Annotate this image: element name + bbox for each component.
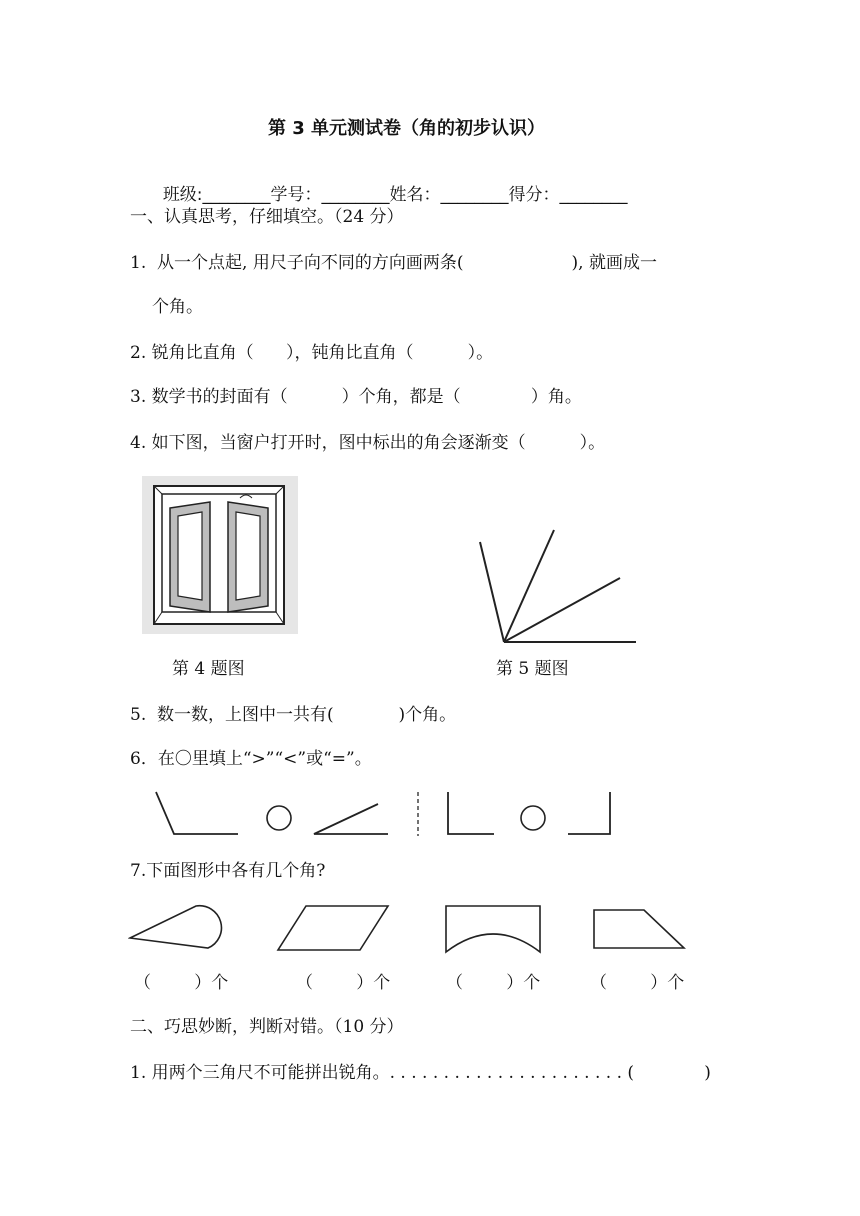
question-4: 4. 如下图，当窗户打开时，图中标出的角会逐渐变（ ）。 <box>130 433 606 453</box>
section2-question-1: 1. 用两个三角尺不可能拼出锐角。. . . . . . . . . . . . . . . . . . . . . . ( ) <box>130 1063 711 1083</box>
figure-4-caption: 第 4 题图 <box>172 659 245 679</box>
section1-heading: 一、认真思考，仔细填空。（24 分） <box>130 207 404 227</box>
window-figure <box>140 474 300 636</box>
student-id-blank: ________ <box>321 185 390 205</box>
q7-answer-4: （ ）个 <box>590 973 685 993</box>
shape-parallelogram <box>276 904 392 954</box>
question-3: 3. 数学书的封面有（ ）个角，都是（ ）角。 <box>130 387 582 407</box>
question-1-line1: 1. 从一个点起, 用尺子向不同的方向画两条( ), 就画成一 <box>130 253 657 273</box>
class-blank: ________ <box>202 185 271 205</box>
q7-answer-1: （ ）个 <box>134 973 229 993</box>
student-id-label: 学号： <box>270 185 322 205</box>
shape-trapezoid <box>592 908 688 954</box>
question-1-line2: 个角。 <box>152 297 203 317</box>
score-label: 得分： <box>508 185 560 205</box>
question-7: 7.下面图形中各有几个角? <box>130 861 326 881</box>
page-title: 第 3 单元测试卷（角的初步认识） <box>268 118 546 139</box>
shape-arc-rectangle <box>444 904 544 956</box>
rays-angle-figure <box>470 526 642 648</box>
shape-fan <box>128 902 228 952</box>
compare-angles-figure <box>150 788 620 840</box>
name-label: 姓名： <box>389 185 441 205</box>
question-6: 6．在〇里填上“>”“<”或“=”。 <box>130 749 372 769</box>
question-2: 2. 锐角比直角（ ），钝角比直角（ ）。 <box>130 343 494 363</box>
name-blank: ________ <box>440 185 509 205</box>
student-info-line <box>152 162 628 206</box>
class-label: 班级: <box>162 185 203 205</box>
q7-answer-2: （ ）个 <box>296 973 391 993</box>
section2-heading: 二、巧思妙断，判断对错。（10 分） <box>130 1017 404 1037</box>
score-blank: ________ <box>559 185 628 205</box>
question-5: 5. 数一数，上图中一共有( )个角。 <box>130 705 457 725</box>
figure-5-caption: 第 5 题图 <box>496 659 569 679</box>
q7-answer-3: （ ）个 <box>446 973 541 993</box>
